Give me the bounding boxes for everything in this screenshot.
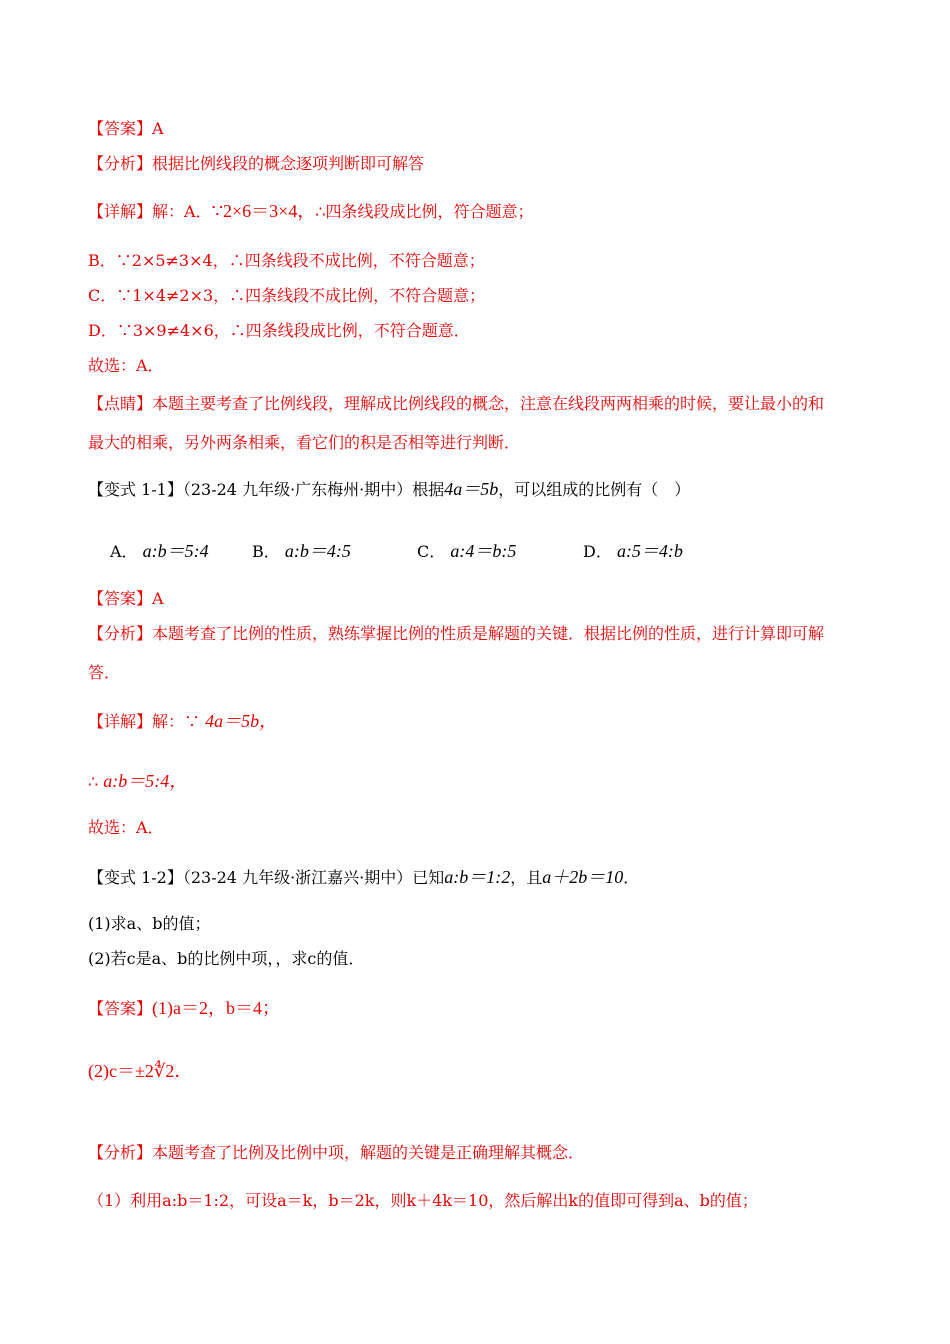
option-d: D． a:5＝4:b [583,541,683,561]
detail-2-prefix: 【详解】解：∵ [88,712,201,731]
answer-3-part-1: (1)a＝2，b＝4； [152,998,280,1018]
detail-1 [88,200,534,223]
detail-a-math: ∵2×6＝3×4， [211,201,316,221]
line-b: B．∵2×5≠3×4，∴四条线段不成比例，不符合题意； [88,251,485,270]
variant-1-1-title [88,478,690,501]
comment-line-2: 最大的相乘，另外两条相乘，看它们的积是否相等进行判断． [88,433,521,452]
answer-3-part-2: (2)c＝±2∜2． [88,1061,193,1081]
choose-2: 故选：A． [88,818,164,837]
question-2: (2)若c是a、b的比例中项，，求c的值． [88,949,365,968]
variant-1-2-title [88,866,639,889]
variant2-math-2: a＋2b＝10 [542,867,624,887]
variant-source: （23-24 九年级·广东梅州·期中）根据 [182,480,445,499]
detail-a-prefix: 解：A． [152,202,212,221]
choose-1: 故选：A． [88,356,164,375]
analysis-3: 【分析】本题考查了比例及比例中项，解题的关键是正确理解其概念． [88,1143,585,1162]
variant2-end: ． [623,868,640,887]
comment-line-1: 【点睛】本题主要考查了比例线段，理解成比例线段的概念，注意在线段两两相乘的时候，要让最小的和 [88,394,825,413]
detail-tag: 【详解】 [88,202,153,221]
answer-2: 【答案】A [88,589,164,608]
line-d: D．∵3×9≠4×6，∴四条线段成比例，不符合题意． [88,321,470,340]
variant-tail: ，可以组成的比例有（ ） [498,480,691,499]
answer-3-tag: 【答案】 [88,999,153,1018]
question-1: (1)求a、b的值； [88,914,211,933]
detail-2 [88,710,277,733]
detail-a-text: ∴四条线段成比例，符合题意； [315,202,534,221]
analysis-2-line-1: 【分析】本题考查了比例的性质，熟练掌握比例的性质是解题的关键．根据比例的性质，进行计算即可解 [88,624,825,643]
analysis-2-line-2: 答． [88,663,121,682]
therefore-sign: ∴ [88,772,99,791]
therefore-math: a:b＝5:4， [103,771,188,791]
analysis-3-step-1: （1）利用a:b＝1:2，可设a＝k，b＝2k，则k＋4k＝10，然后解出k的值即可得到a、b的值； [88,1191,758,1210]
variant2-math-1: a:b＝1:2 [444,867,511,887]
line-c: C．∵1×4≠2×3，∴四条线段不成比例，不符合题意； [88,286,486,305]
detail-2-math: 4a＝5b， [205,711,278,731]
variant2-mid: ，且 [510,868,543,887]
analysis-1: 【分析】根据比例线段的概念逐项判断即可解答 [88,154,425,173]
option-b: B． a:b＝4:5 [252,541,351,561]
option-c: C． a:4＝b:5 [417,541,517,561]
variant2-tag: 【变式 1-2】 [88,868,183,887]
therefore-line [88,770,187,793]
answer-1: 【答案】A [88,119,164,138]
variant-math: 4a＝5b [444,479,499,499]
variant2-source: （23-24 九年级·浙江嘉兴·期中）已知 [182,868,445,887]
variant-tag: 【变式 1-1】 [88,480,183,499]
answer-3 [88,997,280,1020]
option-a: A． a:b＝5:4 [110,541,209,561]
